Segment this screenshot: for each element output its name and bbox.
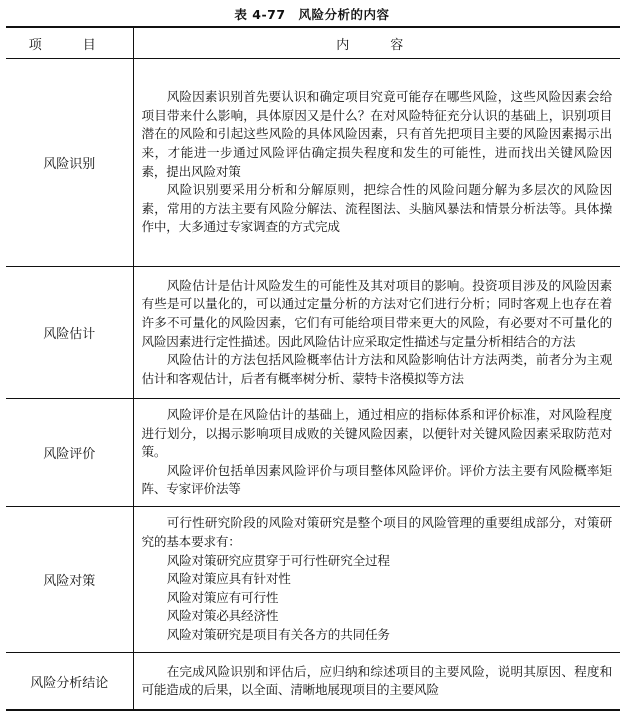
requirement-item: 风险对策研究应贯穿于可行性研究全过程: [166, 552, 390, 568]
requirement-item: 风险对策必具经济性: [166, 608, 279, 624]
header-item: 项 目: [6, 27, 133, 59]
content-paragraph: 风险识别要采用分析和分解原则，把综合性的风险问题分解为多层次的风险因素，常用的方法主要有风险分解法、流程图法、头脑风暴法和情景分析法等。具体操作中，大多通过专家调查的方式完成: [141, 182, 612, 235]
content-paragraph: 在完成风险识别和评估后，应归纳和综述项目的主要风险，说明其原因、程度和可能造成的后果，以全面、清晰地展现项目的主要风险: [141, 663, 612, 698]
content-paragraph: 风险评价包括单因素风险评价与项目整体风险评价。评价方法主要有风险概率矩阵、专家评价法等: [141, 462, 612, 497]
row-item-label: 风险评价: [6, 399, 133, 507]
table-row: [6, 506, 620, 652]
content-paragraph: 风险评价是在风险估计的基础上，通过相应的指标体系和评价标准，对风险程度进行划分，以揭示影响项目成败的关键风险因素，以便针对关键风险因素采取防范对策。: [141, 407, 612, 460]
row-content: [133, 59, 620, 267]
content-paragraph: 风险因素识别首先要认识和确定项目究竟可能存在哪些风险，这些风险因素会给项目带来什么影响，具体原因又是什么？在对风险特征充分认识的基础上，识别项目潜在的风险和引起这些风险的具体风险因素，只有首先把项目主要的风险因素揭示出来，才能进一步通过风险评估确定损失程度和发生的可能性，进而找出关键风险因素，提出风险对策: [141, 89, 612, 179]
content-paragraph: 风险估计是估计风险发生的可能性及其对项目的影响。投资项目涉及的风险因素有些是可以量化的，可以通过定量分析的方法对它们进行分析；同时客观上也存在着许多不可量化的风险因素，它们有可能给项目带来更大的风险，有必要对不可量化的风险因素进行定性描述。因此风险估计应采取定性描述与定量分析相结合的方法: [141, 277, 612, 349]
requirement-item: 风险对策应有可行性: [166, 589, 279, 605]
table-title: 表 4-77 风险分析的内容: [234, 7, 390, 22]
row-item-label: 风险识别: [6, 59, 133, 267]
requirement-item: 风险对策研究是项目有关各方的共同任务: [166, 626, 390, 642]
table-row: [6, 399, 620, 507]
row-content: [133, 267, 620, 399]
row-item-label: 风险对策: [6, 506, 133, 652]
row-item-label: 风险分析结论: [6, 652, 133, 710]
row-content: [133, 652, 620, 710]
content-paragraph: 风险估计的方法包括风险概率估计方法和风险影响估计方法两类，前者分为主观估计和客观估计，后者有概率树分析、蒙特卡洛模拟等方法: [141, 352, 612, 386]
table-row: [6, 652, 620, 710]
table-header-row: [6, 27, 620, 59]
header-content: 内 容: [133, 27, 620, 59]
table-row: [6, 59, 620, 267]
row-content: [133, 399, 620, 507]
row-content: [133, 506, 620, 652]
content-paragraph: 可行性研究阶段的风险对策研究是整个项目的风险管理的重要组成部分，对策研究的基本要求有：: [141, 515, 612, 549]
risk-analysis-table: [6, 26, 620, 711]
row-item-label: 风险估计: [6, 267, 133, 399]
requirement-item: 风险对策应具有针对性: [166, 571, 291, 587]
table-row: [6, 267, 620, 399]
